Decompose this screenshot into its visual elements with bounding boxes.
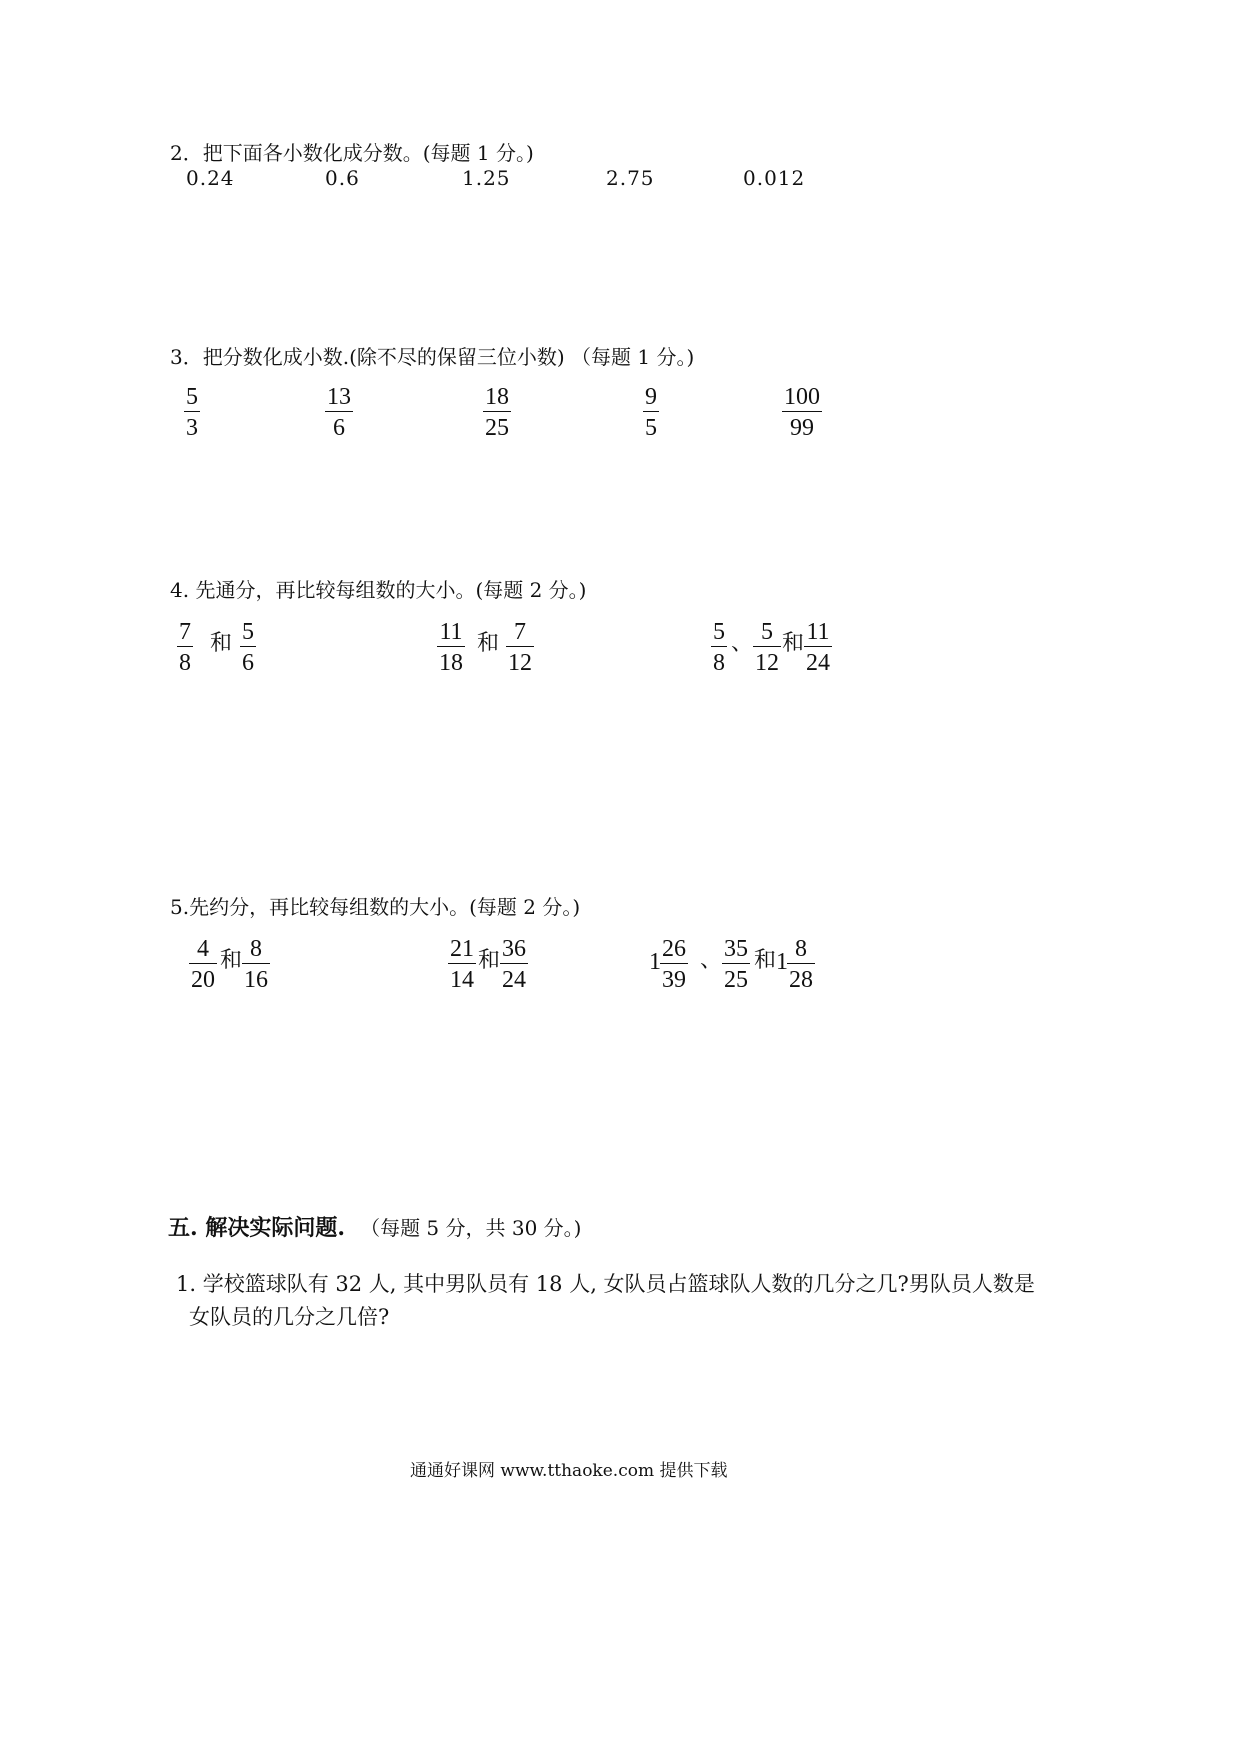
- numerator: 35: [724, 936, 748, 962]
- denominator: 14: [450, 967, 474, 993]
- q2-item-1: 0.24: [186, 166, 235, 190]
- q5-g3-whole-a: 1: [649, 949, 661, 975]
- denominator: 25: [724, 967, 748, 993]
- numerator: 13: [327, 384, 351, 410]
- denominator: 12: [508, 650, 532, 676]
- q4-g1-fraction-a: [177, 620, 193, 675]
- numerator: 5: [242, 619, 254, 645]
- numerator: 8: [250, 936, 262, 962]
- numerator: 11: [806, 619, 830, 645]
- denominator: 3: [186, 415, 198, 441]
- denominator: 16: [244, 967, 268, 993]
- q4-g2-fraction-b: [506, 620, 534, 675]
- q5-g3-and: 和: [754, 948, 777, 973]
- q5-g3-fraction-b: [722, 937, 750, 992]
- numerator: 5: [761, 619, 773, 645]
- denominator: 99: [790, 415, 814, 441]
- q3-fraction-2: [325, 385, 353, 440]
- section-5-header: [168, 1211, 581, 1242]
- q5-g3-fraction-c: [787, 937, 815, 992]
- q4-g1-fraction-b: [240, 620, 256, 675]
- q4-g2-fraction-a: [437, 620, 465, 675]
- footer-credit: 通通好课网 www.tthaoke.com 提供下载: [410, 1461, 728, 1481]
- denominator: 24: [502, 967, 526, 993]
- numerator: 7: [179, 619, 191, 645]
- denominator: 39: [662, 967, 686, 993]
- denominator: 18: [439, 650, 463, 676]
- numerator: 9: [645, 384, 657, 410]
- denominator: 24: [806, 650, 830, 676]
- denominator: 25: [485, 415, 509, 441]
- q4-g3-fraction-a: [711, 620, 727, 675]
- numerator: 11: [439, 619, 463, 645]
- denominator: 28: [789, 967, 813, 993]
- q4-title: 4. 先通分，再比较每组数的大小。(每题 2 分。): [170, 578, 587, 602]
- q4-g3-and: 和: [782, 631, 805, 656]
- q5-title: 5.先约分，再比较每组数的大小。(每题 2 分。): [170, 895, 581, 919]
- q4-g3-fraction-b: [753, 620, 781, 675]
- numerator: 4: [197, 936, 209, 962]
- problem-1-line-2: 女队员的几分之几倍?: [189, 1305, 390, 1329]
- numerator: 8: [795, 936, 807, 962]
- section-5-heading: 五. 解决实际问题.: [168, 1215, 345, 1241]
- q3-title: 3．把分数化成小数.(除不尽的保留三位小数) （每题 1 分。): [170, 345, 695, 369]
- numerator: 36: [502, 936, 526, 962]
- q2-title: 2．把下面各小数化成分数。(每题 1 分。): [170, 141, 534, 165]
- denominator: 5: [645, 415, 657, 441]
- q5-g1-fraction-b: [242, 937, 270, 992]
- q5-g3-whole-c: 1: [776, 949, 788, 975]
- q2-item-4: 2.75: [606, 166, 655, 190]
- q4-g3-separator: 、: [731, 631, 754, 656]
- denominator: 6: [242, 650, 254, 676]
- q4-g1-and: 和: [210, 631, 233, 656]
- denominator: 6: [333, 415, 345, 441]
- numerator: 18: [485, 384, 509, 410]
- q2-item-2: 0.6: [325, 166, 360, 190]
- numerator: 100: [784, 384, 820, 410]
- q2-item-3: 1.25: [462, 166, 511, 190]
- section-5-note: （每题 5 分，共 30 分。): [360, 1216, 582, 1240]
- q4-g2-and: 和: [477, 631, 500, 656]
- q4-g3-fraction-c: [804, 620, 832, 675]
- q5-g3-fraction-a: [660, 937, 688, 992]
- q3-fraction-3: [483, 385, 511, 440]
- q5-g3-separator: 、: [700, 948, 723, 973]
- problem-1-line-1: 1. 学校篮球队有 32 人, 其中男队员有 18 人, 女队员占篮球队人数的几分之几?男队员人数是: [176, 1272, 1035, 1296]
- q5-g2-fraction-b: [500, 937, 528, 992]
- denominator: 20: [191, 967, 215, 993]
- q5-g1-fraction-a: [189, 937, 217, 992]
- numerator: 26: [662, 936, 686, 962]
- q2-item-5: 0.012: [743, 166, 806, 190]
- numerator: 5: [186, 384, 198, 410]
- q3-fraction-1: [184, 385, 200, 440]
- q3-fraction-5: [782, 385, 822, 440]
- q5-g1-and: 和: [220, 948, 243, 973]
- denominator: 12: [755, 650, 779, 676]
- q5-g2-fraction-a: [448, 937, 476, 992]
- numerator: 5: [713, 619, 725, 645]
- numerator: 7: [514, 619, 526, 645]
- denominator: 8: [179, 650, 191, 676]
- q5-g2-and: 和: [478, 948, 501, 973]
- numerator: 21: [450, 936, 474, 962]
- denominator: 8: [713, 650, 725, 676]
- q3-fraction-4: [643, 385, 659, 440]
